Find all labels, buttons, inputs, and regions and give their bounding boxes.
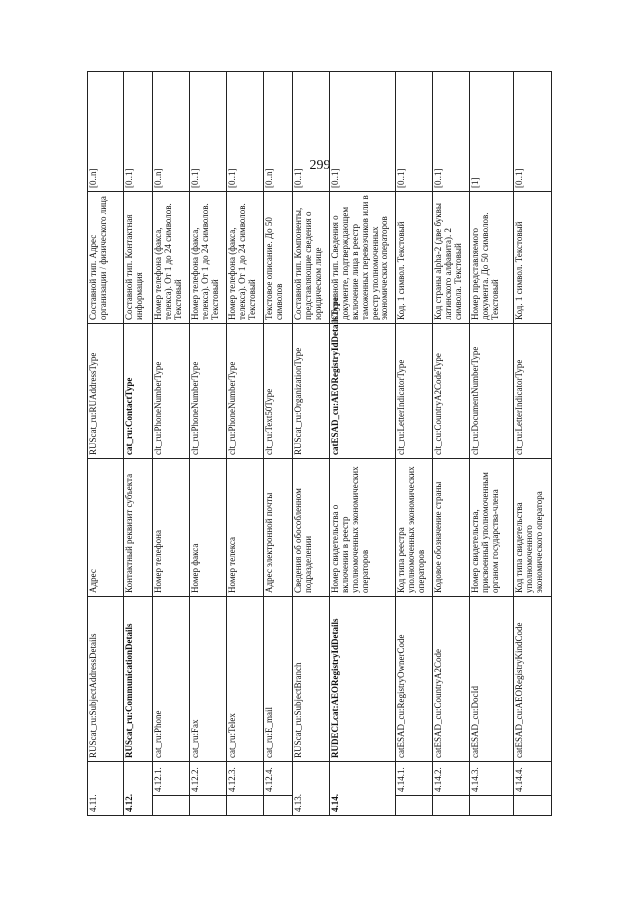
element-multiplicity: [0..1] [514, 71, 552, 191]
element-multiplicity: [0..1] [190, 71, 227, 191]
row-number: 4.12.2. [190, 761, 227, 795]
rotated-table-wrapper [87, 72, 544, 816]
element-description: Адрес электронной почты [264, 458, 293, 596]
element-description: Номер свидетельства, присвоенный уполномоченным органом государства-члена [470, 458, 514, 596]
element-description: Контактный реквизит субъекта [124, 458, 153, 596]
element-description: Код типа свидетельства уполномоченного экономического оператора [514, 458, 552, 596]
element-type: clt_ru:PhoneNumberType [190, 323, 227, 458]
indent-cell [227, 796, 264, 816]
table-row [190, 71, 227, 815]
indent-cell [433, 796, 470, 816]
element-name: catESAD_cu:AEORegistryKindCode [514, 596, 552, 761]
element-description: Номер факса [190, 458, 227, 596]
element-name: RUScat_ru:SubjectBranch [293, 596, 330, 761]
table-row [514, 71, 552, 815]
element-type: clt_ru:DocumentNumberType [470, 323, 514, 458]
element-note: Текстовое описание. До 50 символов [264, 191, 293, 323]
element-type: clt_ru:PhoneNumberType [153, 323, 190, 458]
indent-cell [190, 796, 227, 816]
element-multiplicity: [0..n] [153, 71, 190, 191]
table-row [264, 71, 293, 815]
element-type: RUScat_ru:OrganizationType [293, 323, 330, 458]
element-note: Код. 1 символ. Текстовый [514, 191, 552, 323]
row-number: 4.12.1. [153, 761, 190, 795]
element-type: cat_ru:ContactType [124, 323, 153, 458]
element-name: RUDECLcat:AEORegistryIdDetails [330, 596, 396, 761]
element-multiplicity: [0..n] [264, 71, 293, 191]
element-type: clt_ru:LetterIndicatorType [396, 323, 433, 458]
element-note: Составной тип. Сведения о документе, подтверждающем включение лица в реестр таможенных перевозчиков или в реестр уполномоченных экономических операторов [330, 191, 396, 323]
element-description: Номер телекса [227, 458, 264, 596]
element-multiplicity: [0..1] [330, 71, 396, 191]
element-multiplicity: [0..1] [124, 71, 153, 191]
element-name: RUScat_ru:CommunicationDetails [124, 596, 153, 761]
table-row [88, 71, 124, 815]
element-type: clt_cu:CountryA2CodeType [433, 323, 470, 458]
indent-cell [470, 796, 514, 816]
table-row [124, 71, 153, 815]
element-note: Составной тип. Контактная информация [124, 191, 153, 323]
row-number: 4.14.4. [514, 761, 552, 795]
indent-cell [264, 796, 293, 816]
row-number: 4.12. [124, 761, 153, 815]
spec-table [87, 71, 552, 816]
element-type: clt_ru:PhoneNumberType [227, 323, 264, 458]
element-name: cat_ru:Fax [190, 596, 227, 761]
row-number: 4.14.2. [433, 761, 470, 795]
element-note: Номер телефона (факса, телекса). От 1 до 24 символов. Текстовый [227, 191, 264, 323]
element-note: Код страны alpha-2 (две буквы латинского алфавита). 2 символа. Текстовый [433, 191, 470, 323]
row-number: 4.13. [293, 761, 330, 815]
table-row [330, 71, 396, 815]
element-name: catESAD_cu:RegistryOwnerCode [396, 596, 433, 761]
indent-cell [514, 796, 552, 816]
table-row [396, 71, 433, 815]
element-note: Номер телефона (факса, телекса). От 1 до 24 символов. Текстовый [153, 191, 190, 323]
element-multiplicity: [1] [470, 71, 514, 191]
element-multiplicity: [0..1] [433, 71, 470, 191]
element-note: Номер телефона (факса, телекса). От 1 до 24 символов. Текстовый [190, 191, 227, 323]
element-type: RUScat_ru:RUAddressType [88, 323, 124, 458]
row-number: 4.12.4. [264, 761, 293, 795]
element-multiplicity: [0..1] [293, 71, 330, 191]
element-name: catESAD_cu:CountryA2Code [433, 596, 470, 761]
element-type: clt_ru:Text50Type [264, 323, 293, 458]
row-number: 4.11. [88, 761, 124, 815]
indent-cell [396, 796, 433, 816]
element-multiplicity: [0..n] [88, 71, 124, 191]
page-number: 299 [309, 158, 331, 173]
element-description: Кодовое обозначение страны [433, 458, 470, 596]
element-name: cat_ru:E_mail [264, 596, 293, 761]
element-description: Адрес [88, 458, 124, 596]
element-note: Номер представляемого документа. До 50 символов. Текстовый [470, 191, 514, 323]
table-row [227, 71, 264, 815]
element-type: catESAD_cu:AEORegistryIdDetailsType [330, 323, 396, 458]
element-description: Номер телефона [153, 458, 190, 596]
row-number: 4.14. [330, 761, 396, 815]
table-row [293, 71, 330, 815]
row-number: 4.14.1. [396, 761, 433, 795]
row-number: 4.14.3. [470, 761, 514, 795]
element-name: cat_ru:Telex [227, 596, 264, 761]
table-row [153, 71, 190, 815]
table-row [433, 71, 470, 815]
element-note: Составной тип. Адрес организации / физического лица [88, 191, 124, 323]
element-note: Код. 1 символ. Текстовый [396, 191, 433, 323]
element-multiplicity: [0..1] [227, 71, 264, 191]
element-name: cat_ru:Phone [153, 596, 190, 761]
row-number: 4.12.3. [227, 761, 264, 795]
element-name: catESAD_cu:DocId [470, 596, 514, 761]
element-name: RUScat_ru:SubjectAddressDetails [88, 596, 124, 761]
element-description: Номер свидетельства о включении в реестр уполномоченных экономических операторов [330, 458, 396, 596]
element-multiplicity: [0..1] [396, 71, 433, 191]
element-type: clt_ru:LetterIndicatorType [514, 323, 552, 458]
indent-cell [153, 796, 190, 816]
element-description: Сведения об обособленном подразделении [293, 458, 330, 596]
table-row [470, 71, 514, 815]
element-description: Код типа реестра уполномоченных экономических операторов [396, 458, 433, 596]
element-note: Составной тип. Компоненты, представляющие сведения о юридическом лице [293, 191, 330, 323]
